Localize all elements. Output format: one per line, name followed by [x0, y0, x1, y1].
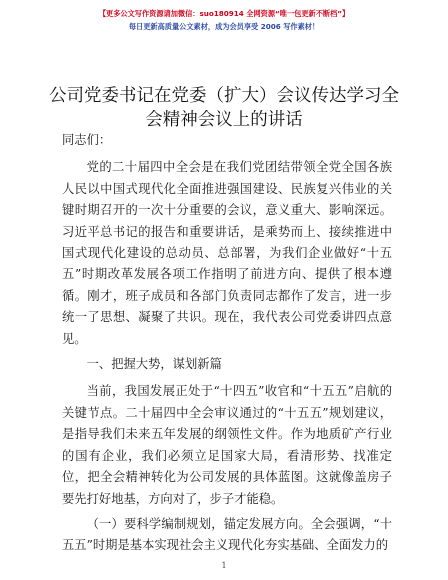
promo-banner-line-2: 每日更新高质量公文素材，成为会员享受 2006 写作素材！	[128, 22, 320, 31]
document-body	[62, 130, 392, 561]
page-number: 1	[221, 561, 227, 570]
paragraph-intro: 党的二十届四中全会是在我们党团结带领全党全国各族人民以中国式现代化全面推进强国建设、民族复兴伟业的关键时期召开的一次十分重要的会议，意义重大、影响深远。习近平总书记的报告和重要讲话，是乘势而上、接续推进中国式现代化建设的总动员、总部署，为我们企业做好“十五五”时期改革发展各项工作指明了前进方向、提供了根本遵循。刚才，班子成员和各部门负责同志都作了发言，进一步统一了思想、凝聚了共识。现在，我代表公司党委讲四点意见。	[62, 160, 392, 346]
title-line-2: 会精神会议上的讲话	[145, 110, 303, 130]
document-title	[40, 84, 408, 132]
title-line-1: 公司党委书记在党委（扩大）会议传达学习全	[49, 86, 399, 106]
promo-banner-line-1: 【更多公文写作资源请加微信：suo180914 全网资源“唯一包更新不断档”】	[98, 9, 350, 18]
paragraph-situation: 当前，我国发展正处于“十四五”收官和“十五五”启航的关键节点。二十届四中全会审议通过的“十五五”规划建议，是指导我们未来五年发展的纲领性文件。作为地质矿产行业的国有企业，我们必须立足国家大局，看清形势、找准定位，把全会精神转化为公司发展的具体蓝图。这就像盖房子要先打好地基，方向对了，步子才能稳。	[62, 384, 392, 506]
paragraph-subpoint-1: （一）要科学编制规划，锚定发展方向。全会强调，“十五五”时期是基本实现社会主义现代化夯实基础、全面发力的	[62, 516, 392, 553]
section-heading-1: 一、把握大势，谋划新篇	[86, 357, 222, 372]
salutation: 同志们：	[62, 133, 112, 147]
